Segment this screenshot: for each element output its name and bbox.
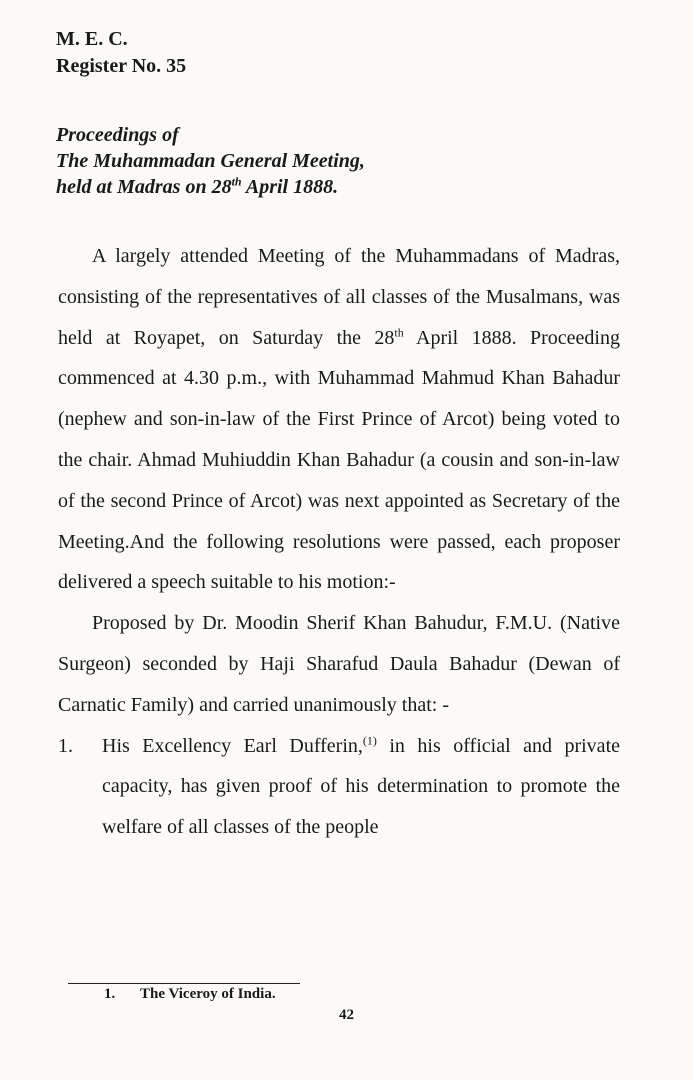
footnote-number: 1. bbox=[104, 986, 116, 1002]
title-line-3-superscript: th bbox=[231, 174, 242, 189]
footnote-reference: (1) bbox=[362, 732, 377, 747]
page-number-text: 42 bbox=[339, 1007, 354, 1023]
list-item bbox=[58, 726, 620, 848]
paragraph-meeting-description bbox=[58, 236, 620, 603]
footnote-text: The Viceroy of India. bbox=[140, 986, 276, 1002]
footnote bbox=[104, 985, 276, 1003]
header-line-mec: M. E. C. bbox=[56, 28, 128, 50]
paragraph-1-superscript: th bbox=[394, 324, 404, 339]
list-item-text-start: His Excellency Earl Dufferin, bbox=[102, 734, 363, 757]
paragraph-1-text: A largely attended Meeting of the Muhammadans of Madras, consisting of the representatives of all classes of the Musalmans, was held at Royapet, on Saturday the 28 bbox=[58, 245, 620, 349]
footnote-divider bbox=[68, 983, 300, 984]
register-header bbox=[56, 26, 186, 80]
list-item-text bbox=[102, 726, 620, 848]
title-line-3-text: held at Madras on 28 bbox=[56, 176, 232, 198]
title-line-2: The Muhammadan General Meeting, bbox=[56, 150, 365, 172]
document-body bbox=[58, 236, 620, 848]
list-item-text-end: in his official and private capacity, has given proof of his determination to promote the welfare of all classes of the people bbox=[102, 734, 620, 839]
list-item-number: 1. bbox=[58, 734, 73, 757]
paragraph-proposal: Proposed by Dr. Moodin Sherif Khan Bahudur, F.M.U. (Native Surgeon) seconded by Haji Sharafud Daula Bahadur (Dewan of Carnatic Family) and carried unanimously that: - bbox=[58, 612, 620, 716]
paragraph-1-text-end: April 1888. Proceeding commenced at 4.30 p.m., with Muhammad Mahmud Khan Bahadur (nephew and son-in-law of the First Prince of Arcot) being voted to the chair. Ahmad Muhiuddin Khan Bahadur (a cousin and son-in-law of the second Prince of Arcot) was next appointed as Secretary of the Meeting.And the following resolutions were passed, each proposer delivered a speech suitable to his motion:- bbox=[58, 326, 620, 594]
title-line-3 bbox=[56, 174, 365, 200]
title-line-3-text-end: April 1888. bbox=[241, 176, 339, 198]
header-line-register: Register No. 35 bbox=[56, 55, 187, 77]
title-line-1: Proceedings of bbox=[56, 124, 179, 146]
page-number bbox=[0, 1006, 693, 1024]
proceedings-title bbox=[56, 122, 365, 200]
